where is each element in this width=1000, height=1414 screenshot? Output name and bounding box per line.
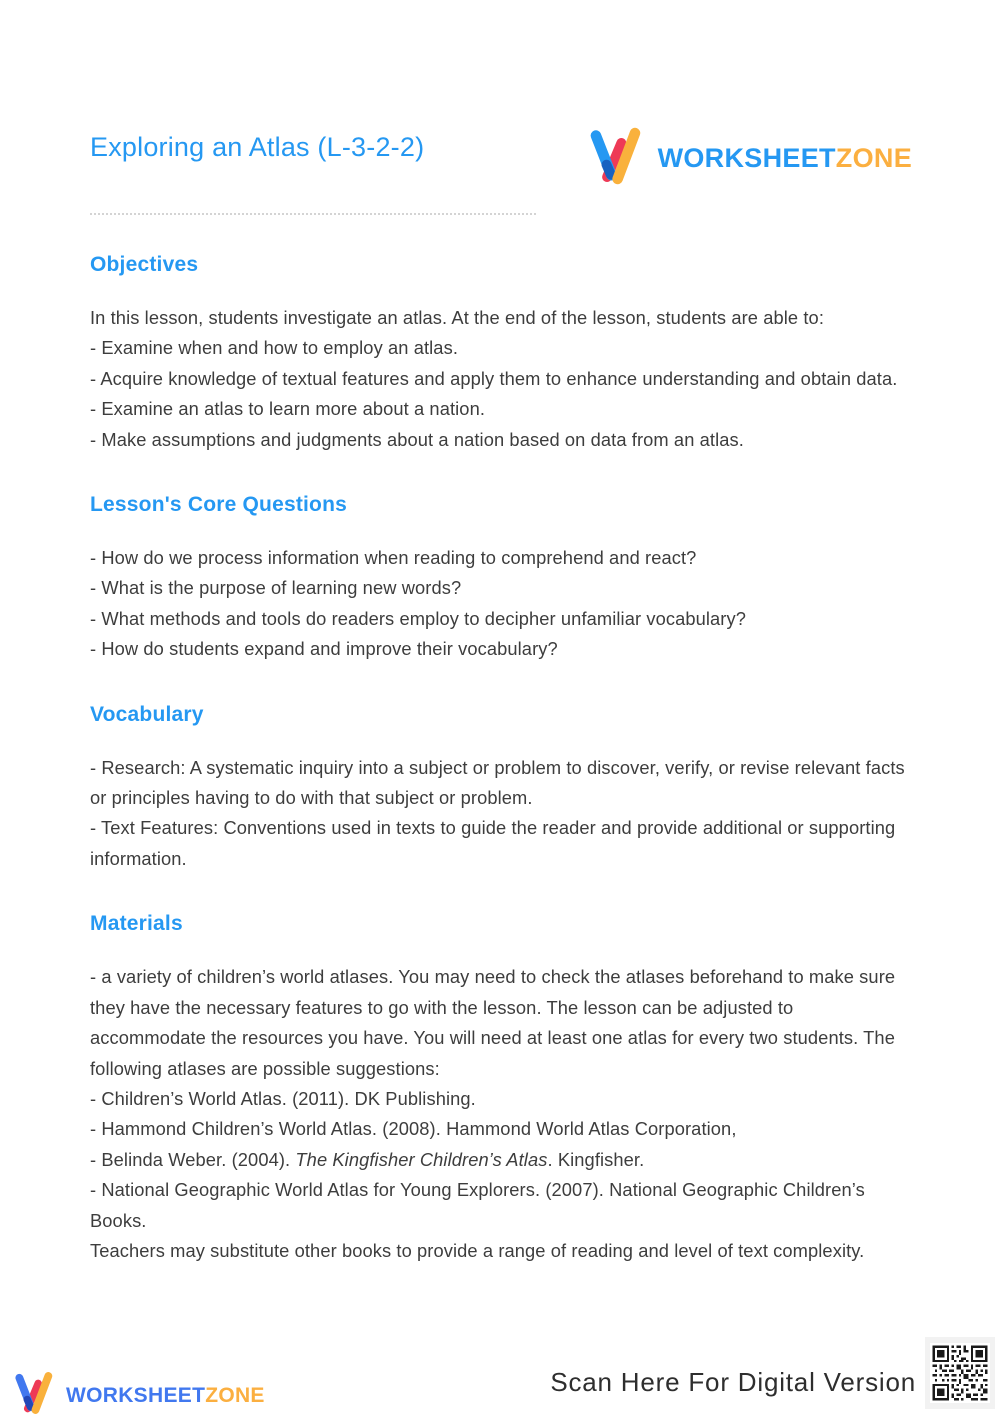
paragraph-line: - What is the purpose of learning new words? (90, 577, 462, 599)
brand-name-primary: WORKSHEET (66, 1383, 206, 1407)
section-objectives (90, 253, 912, 455)
worksheetzone-logo-icon (12, 1367, 58, 1414)
paragraph-line: - Research: A systematic inquiry into a subject or problem to discover, verify, or revise relevant facts or principles having to do with that subject or problem. (90, 756, 905, 809)
paragraph-line: In this lesson, students investigate an atlas. At the end of the lesson, students are able to: (90, 307, 824, 328)
section-heading: Materials (90, 912, 183, 936)
brand-name-primary: WORKSHEET (657, 143, 836, 173)
section-body (90, 753, 912, 875)
section-materials (90, 912, 912, 1266)
worksheetzone-logo (586, 126, 912, 191)
qr-code (925, 1337, 995, 1409)
paragraph-line: - a variety of children’s world atlases. You may need to check the atlases beforehand to make sure they have the necessary features to go with the lesson. The lesson can be adjusted to accommodate the resources you have. You will need at least one atlas for every two students. The following atlases are possible suggestions: (90, 966, 896, 1079)
paragraph-line: - How do we process information when reading to comprehend and react? (90, 547, 697, 569)
section-core-questions (90, 493, 912, 665)
worksheetzone-logo-text (66, 1384, 265, 1408)
section-vocabulary (90, 703, 912, 875)
paragraph-line: Teachers may substitute other books to provide a range of reading and level of text complexity. (90, 1239, 865, 1261)
paragraph-line: - Belinda Weber. (2004). The Kingfisher Children’s Atlas. Kingfisher. (90, 1148, 645, 1170)
section-body (90, 303, 912, 455)
footer-worksheetzone-logo (12, 1367, 265, 1414)
section-heading: Lesson's Core Questions (90, 493, 347, 517)
paragraph-line: - How do students expand and improve their vocabulary? (90, 638, 558, 660)
page-title: Exploring an Atlas (L-3-2-2) (90, 132, 425, 162)
paragraph-line: - Acquire knowledge of textual features and apply them to enhance understanding and obtain data. (90, 367, 898, 389)
paragraph-line: - National Geographic World Atlas for Young Explorers. (2007). National Geographic Children’s Books. (90, 1179, 865, 1231)
paragraph-line: - Hammond Children’s World Atlas. (2008). Hammond World Atlas Corporation, (90, 1118, 737, 1140)
page-content (90, 126, 912, 1266)
paragraph-line: - Examine when and how to employ an atlas. (90, 337, 458, 359)
section-heading: Objectives (90, 253, 199, 276)
dotted-divider (90, 213, 536, 215)
scan-here-label: Scan Here For Digital Version (550, 1367, 916, 1397)
worksheetzone-logo-text (658, 143, 912, 174)
worksheetzone-logo-icon (586, 126, 648, 191)
section-body (90, 962, 912, 1266)
brand-name-secondary: ZONE (205, 1383, 265, 1407)
brand-name-secondary: ZONE (835, 143, 912, 173)
paragraph-line: - What methods and tools do readers employ to decipher unfamiliar vocabulary? (90, 607, 747, 629)
paragraph-line: - Text Features: Conventions used in texts to guide the reader and provide additional or supporting information. (90, 817, 896, 869)
paragraph-line: - Make assumptions and judgments about a nation based on data from an atlas. (90, 428, 744, 450)
paragraph-line: - Examine an atlas to learn more about a nation. (90, 398, 486, 420)
section-body (90, 543, 912, 665)
page-footer (0, 1319, 1000, 1414)
paragraph-line: - Children’s World Atlas. (2011). DK Publishing. (90, 1087, 476, 1109)
section-heading: Vocabulary (90, 702, 204, 726)
page-header (90, 126, 912, 191)
